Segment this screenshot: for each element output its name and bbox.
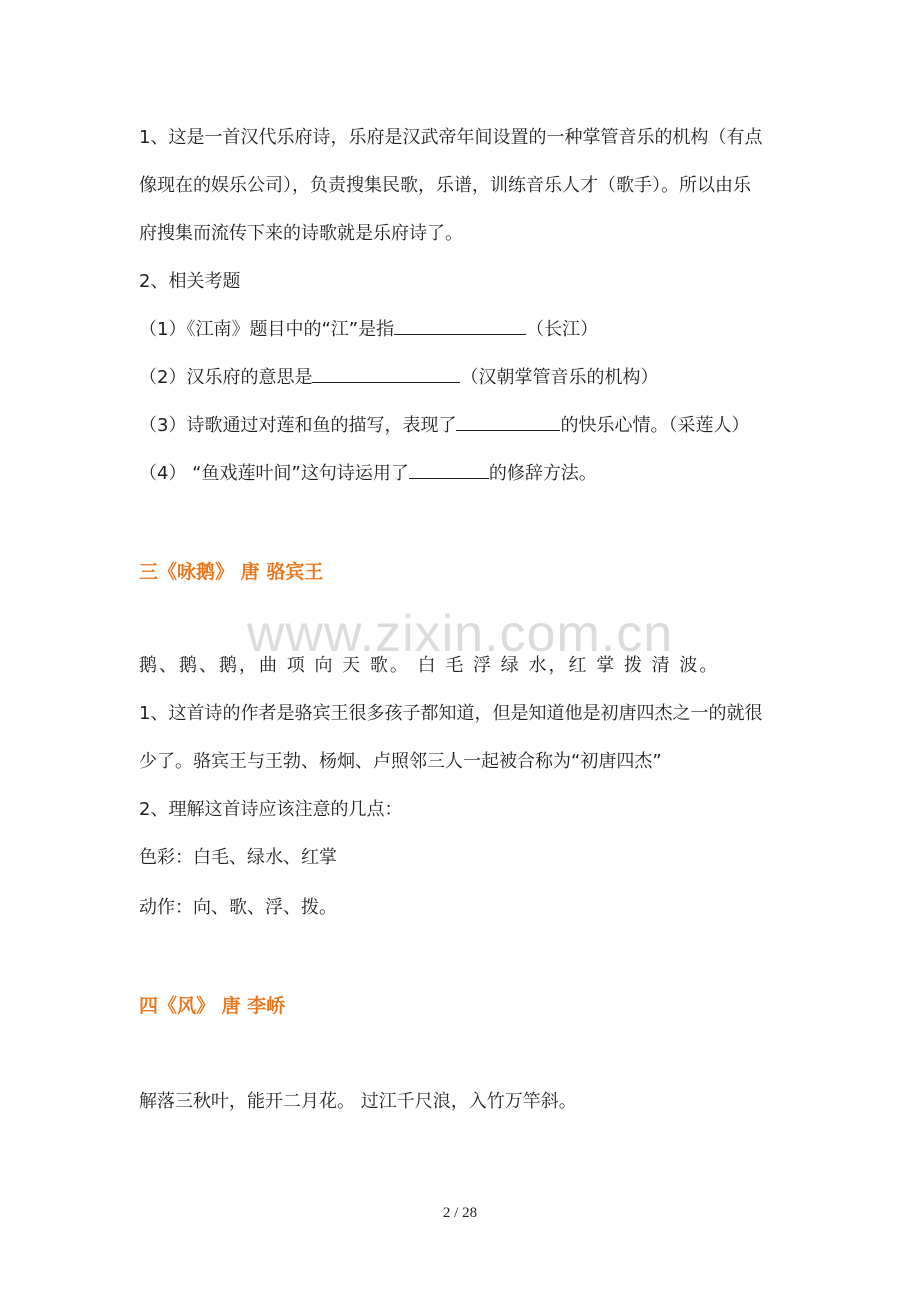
question-3-answer: 的快乐心情。（采莲人） [560, 415, 750, 436]
question-2 [139, 366, 658, 390]
answer-blank [312, 366, 460, 383]
section-3-line-4: 色彩：白毛、绿水、红掌 [139, 847, 337, 868]
section-3-line-3: 2、理解这首诗应该注意的几点： [139, 799, 403, 820]
note-line-1: 1、这是一首汉代乐府诗，乐府是汉武帝年间设置的一种掌管音乐的机构（有点 [139, 127, 763, 148]
section-4-heading: 四《风》 唐 李峤 [139, 995, 286, 1017]
poem-feng: 解落三秋叶，能开二月花。 过江千尺浪，入竹万竿斜。 [139, 1091, 577, 1112]
question-4-answer: 的修辞方法。 [488, 463, 597, 484]
question-3-text: （3）诗歌通过对莲和鱼的描写，表现了 [139, 415, 457, 436]
note-line-3: 府搜集而流传下来的诗歌就是乐府诗了。 [139, 223, 463, 244]
question-1-answer: （长江） [526, 319, 599, 340]
question-4-text: （4） “鱼戏莲叶间”这句诗运用了 [139, 463, 409, 484]
page-number: 2 / 28 [442, 1205, 478, 1221]
section-3-line-5: 动作：向、歌、浮、拨。 [139, 897, 337, 918]
answer-blank [456, 414, 560, 431]
section-3-line-1: 1、这首诗的作者是骆宾王很多孩子都知道，但是知道他是初唐四杰之一的就很 [139, 703, 763, 724]
question-2-text: （2）汉乐府的意思是 [139, 367, 313, 388]
poem-yong-e: 鹅、鹅、鹅，曲 项 向 天 歌。 白 毛 浮 绿 水，红 掌 拨 清 波。 [139, 655, 720, 676]
section-3-line-2: 少了。骆宾王与王勃、杨炯、卢照邻三人一起被合称为“初唐四杰” [139, 751, 662, 772]
question-2-answer: （汉朝掌管音乐的机构） [460, 367, 659, 388]
question-3 [139, 414, 749, 438]
question-1-text: （1）《江南》题目中的“江”是指 [139, 319, 395, 340]
note-line-4: 2、相关考题 [139, 271, 241, 292]
answer-blank [409, 462, 489, 479]
answer-blank [394, 318, 526, 335]
question-1 [139, 318, 598, 342]
section-3-heading: 三《咏鹅》 唐 骆宾王 [139, 561, 324, 583]
note-line-2: 像现在的娱乐公司），负责搜集民歌，乐谱，训练音乐人才（歌手）。所以由乐 [139, 175, 751, 196]
question-4 [139, 462, 597, 486]
watermark: www.zixin.com.cn [246, 605, 674, 663]
